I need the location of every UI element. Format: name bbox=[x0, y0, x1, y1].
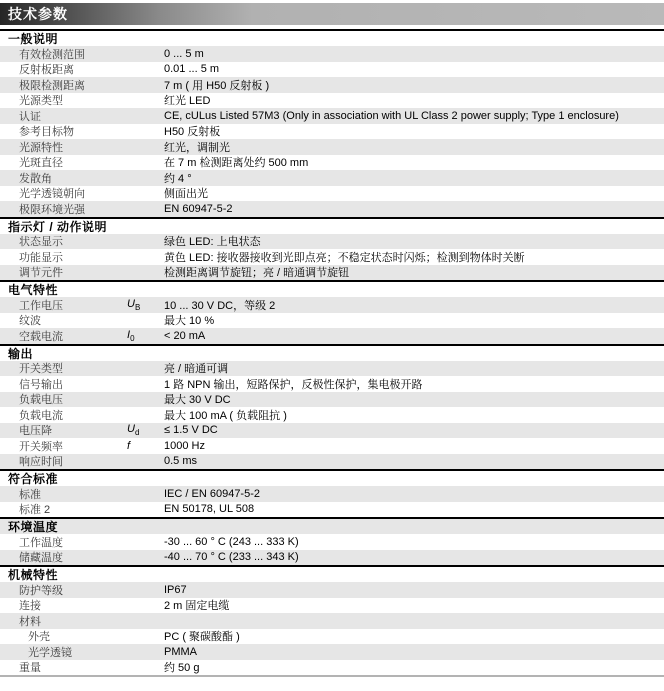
section-header-row bbox=[0, 517, 664, 534]
spec-row bbox=[0, 77, 664, 93]
section-title: 电气特性 bbox=[8, 283, 59, 297]
spec-label: 标准 2 bbox=[19, 504, 51, 517]
spec-row bbox=[0, 613, 664, 629]
spec-row bbox=[0, 376, 664, 392]
spec-value: PC ( 聚碳酸酯 ) bbox=[164, 631, 240, 644]
spec-value: 绿色 LED: 上电状态 bbox=[164, 236, 261, 249]
spec-value: < 20 mA bbox=[164, 329, 206, 342]
page-title: 技术参数 bbox=[8, 6, 68, 22]
section-title: 一般说明 bbox=[8, 32, 59, 46]
spec-value: 7 m ( 用 H50 反射板 ) bbox=[164, 79, 270, 92]
spec-label: 外壳 bbox=[28, 631, 50, 644]
spec-row bbox=[0, 249, 664, 265]
spec-label: 负载电流 bbox=[19, 409, 63, 422]
section-header-row bbox=[0, 469, 664, 486]
spec-label: 材料 bbox=[19, 615, 41, 628]
spec-value: 约 50 g bbox=[164, 662, 200, 675]
spec-table bbox=[0, 29, 664, 677]
spec-symbol: $U_d$ bbox=[127, 423, 140, 438]
spec-value: 红光 LED bbox=[164, 95, 211, 108]
spec-row bbox=[0, 598, 664, 614]
spec-row bbox=[0, 582, 664, 598]
spec-row bbox=[0, 486, 664, 502]
spec-value: 0 ... 5 m bbox=[164, 47, 204, 60]
spec-value: IP67 bbox=[164, 583, 187, 596]
spec-label: 电压降 bbox=[19, 425, 52, 438]
spec-value: -40 ... 70 ° C (233 ... 343 K) bbox=[164, 551, 299, 564]
spec-row bbox=[0, 234, 664, 250]
spec-value: 1000 Hz bbox=[164, 439, 205, 452]
spec-label: 连接 bbox=[19, 600, 41, 613]
spec-row bbox=[0, 660, 664, 676]
spec-row bbox=[0, 644, 664, 660]
section-title: 机械特性 bbox=[8, 568, 59, 582]
spec-row bbox=[0, 108, 664, 124]
spec-symbol: $I_0$ bbox=[127, 328, 135, 343]
spec-value: 检测距离调节旋钮；亮 / 暗通调节旋钮 bbox=[164, 267, 350, 280]
spec-label: 参考目标物 bbox=[19, 126, 74, 139]
spec-label: 功能显示 bbox=[19, 251, 63, 264]
spec-row bbox=[0, 392, 664, 408]
spec-label: 光斑直径 bbox=[19, 157, 63, 170]
spec-label: 防护等级 bbox=[19, 584, 63, 597]
spec-row bbox=[0, 423, 664, 439]
spec-label: 光源特性 bbox=[19, 141, 63, 154]
spec-label: 光学透镜朝向 bbox=[19, 188, 85, 201]
spec-value: 最大 10 % bbox=[164, 315, 215, 328]
page-title-bar bbox=[0, 3, 664, 25]
spec-value: 亮 / 暗通可调 bbox=[164, 363, 229, 376]
spec-symbol: $U_B$ bbox=[127, 297, 141, 312]
spec-label: 极限检测距离 bbox=[19, 79, 85, 92]
spec-label: 极限环境光强 bbox=[19, 203, 85, 216]
datasheet-page bbox=[0, 3, 664, 677]
spec-label: 开关类型 bbox=[19, 363, 63, 376]
spec-label: 工作电压 bbox=[19, 299, 63, 312]
section-title: 环境温度 bbox=[8, 520, 59, 534]
section-title: 指示灯 / 动作说明 bbox=[8, 219, 108, 234]
spec-label: 储藏温度 bbox=[19, 552, 63, 565]
spec-value: 0.5 ms bbox=[164, 455, 198, 468]
spec-value: 最大 30 V DC bbox=[164, 394, 231, 407]
spec-row bbox=[0, 201, 664, 217]
spec-label: 反射板距离 bbox=[19, 64, 74, 77]
section-header-row bbox=[0, 565, 664, 582]
spec-value: 最大 100 mA ( 负载阻抗 ) bbox=[164, 409, 287, 422]
spec-row bbox=[0, 62, 664, 78]
spec-label: 有效检测范围 bbox=[19, 48, 85, 61]
spec-row bbox=[0, 297, 664, 313]
spec-row bbox=[0, 502, 664, 518]
spec-label: 标准 bbox=[19, 488, 41, 501]
spec-value: CE, cULus Listed 57M3 (Only in association with UL Class 2 power supply; Type 1 enclosure) bbox=[164, 109, 619, 122]
spec-value: H50 反射板 bbox=[164, 126, 221, 139]
spec-label: 负载电压 bbox=[19, 394, 63, 407]
spec-label: 信号输出 bbox=[19, 378, 63, 391]
spec-value: 红光，调制光 bbox=[164, 141, 230, 154]
spec-label: 光源类型 bbox=[19, 95, 63, 108]
spec-label: 开关频率 bbox=[19, 440, 63, 453]
spec-label: 认证 bbox=[19, 110, 41, 123]
spec-row bbox=[0, 328, 664, 344]
spec-value: 侧面出光 bbox=[164, 188, 208, 201]
spec-value: IEC / EN 60947-5-2 bbox=[164, 487, 260, 500]
spec-row bbox=[0, 186, 664, 202]
spec-value: 约 4 ° bbox=[164, 172, 192, 185]
spec-row bbox=[0, 313, 664, 329]
spec-label: 状态显示 bbox=[19, 236, 63, 249]
section-title: 输出 bbox=[8, 346, 34, 361]
spec-value: PMMA bbox=[164, 645, 197, 658]
spec-label: 空载电流 bbox=[19, 330, 63, 343]
spec-row bbox=[0, 265, 664, 281]
spec-row bbox=[0, 454, 664, 470]
spec-symbol: f bbox=[127, 439, 131, 452]
spec-row bbox=[0, 155, 664, 171]
spec-row bbox=[0, 629, 664, 645]
section-header-row bbox=[0, 280, 664, 297]
spec-row bbox=[0, 407, 664, 423]
section-header-row bbox=[0, 217, 664, 234]
spec-label: 响应时间 bbox=[19, 456, 63, 469]
section-header-row bbox=[0, 29, 664, 46]
spec-label: 光学透镜 bbox=[28, 646, 72, 659]
spec-value: 0.01 ... 5 m bbox=[164, 63, 220, 76]
spec-label: 重量 bbox=[19, 662, 41, 675]
spec-value: 2 m 固定电缆 bbox=[164, 600, 230, 613]
spec-row bbox=[0, 550, 664, 566]
spec-value: ≤ 1.5 V DC bbox=[164, 424, 218, 437]
spec-row bbox=[0, 93, 664, 109]
section-header-row bbox=[0, 344, 664, 361]
spec-label: 调节元件 bbox=[19, 267, 63, 280]
spec-row bbox=[0, 534, 664, 550]
spec-value: EN 60947-5-2 bbox=[164, 202, 233, 215]
spec-row bbox=[0, 438, 664, 454]
spec-value: 1 路 NPN 输出，短路保护，反极性保护，集电极开路 bbox=[164, 378, 423, 391]
spec-value: 在 7 m 检测距离处约 500 mm bbox=[164, 157, 309, 170]
spec-value: 黄色 LED: 接收器接收到光即点亮；不稳定状态时闪烁；检测到物体时关断 bbox=[164, 251, 525, 264]
spec-label: 工作温度 bbox=[19, 536, 63, 549]
section-title: 符合标准 bbox=[8, 472, 59, 486]
spec-row bbox=[0, 46, 664, 62]
spec-row bbox=[0, 170, 664, 186]
spec-row bbox=[0, 124, 664, 140]
spec-label: 纹波 bbox=[19, 315, 41, 328]
spec-row bbox=[0, 361, 664, 377]
spec-value: -30 ... 60 ° C (243 ... 333 K) bbox=[164, 535, 299, 548]
spec-row bbox=[0, 139, 664, 155]
spec-value: 10 ... 30 V DC，等级 2 bbox=[164, 299, 276, 312]
spec-label: 发散角 bbox=[19, 172, 52, 185]
spec-value: EN 50178, UL 508 bbox=[164, 503, 255, 516]
